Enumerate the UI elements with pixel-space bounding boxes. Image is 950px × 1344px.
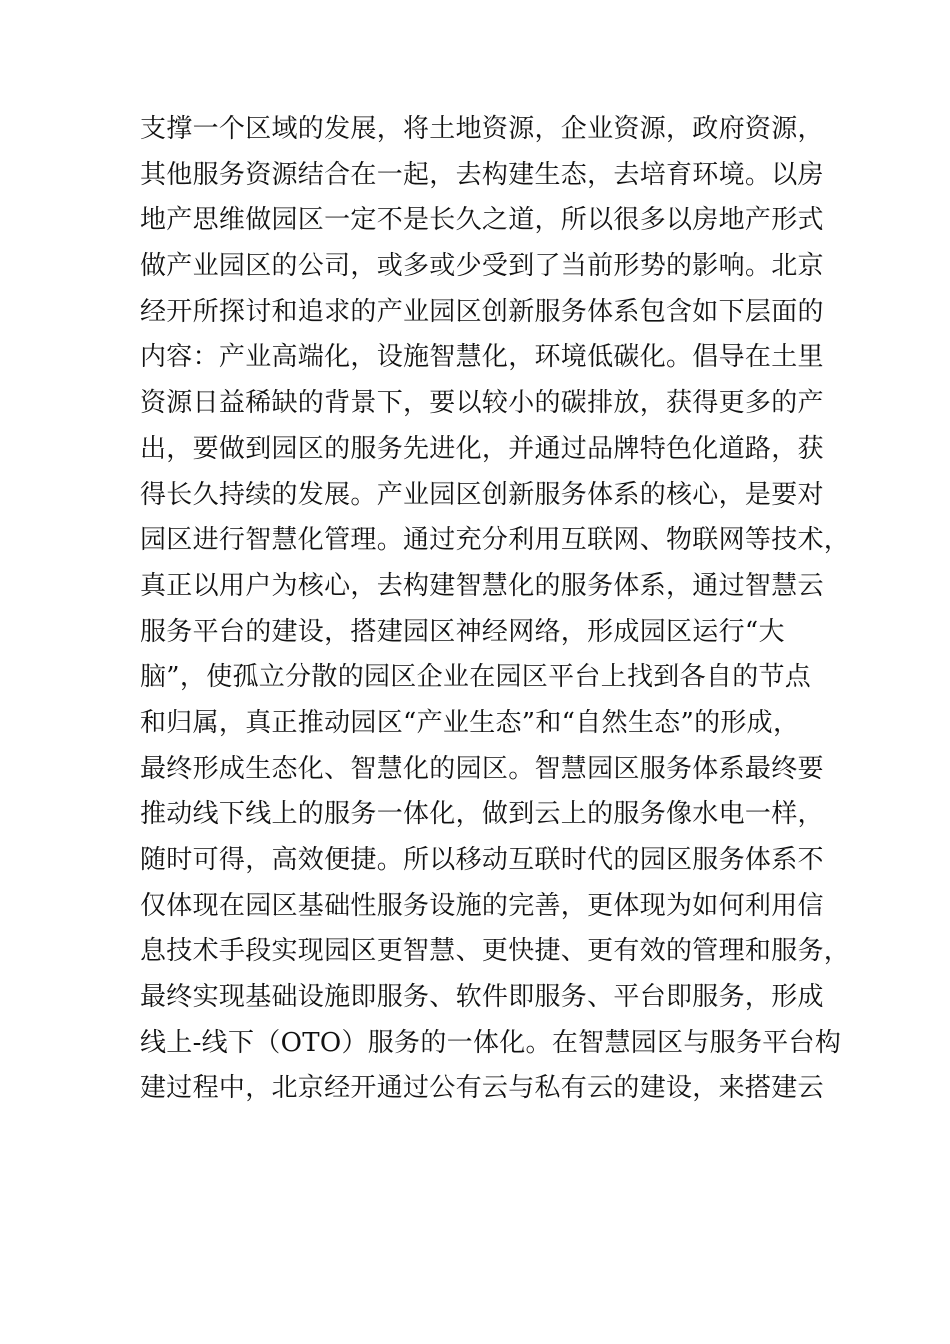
text-line: 服务平台的建设，搭建园区神经网络，形成园区运行“大: [140, 616, 785, 647]
text-line: 出，要做到园区的服务先进化，并通过品牌特色化道路，获: [140, 433, 824, 464]
text-line: 园区进行智慧化管理。通过充分利用互联网、物联网等技术，: [140, 525, 851, 556]
text-line: 真正以用户为核心，去构建智慧化的服务体系，通过智慧云: [140, 570, 824, 601]
text-line: 经开所探讨和追求的产业园区创新服务体系包含如下层面的: [140, 296, 824, 327]
text-line: 线上-线下（OTO）服务的一体化。在智慧园区与服务平台构: [140, 1027, 842, 1058]
text-line: 支撑一个区域的发展，将土地资源，企业资源，政府资源，: [140, 114, 824, 144]
text-line: 最终实现基础设施即服务、软件即服务、平台即服务，形成: [140, 982, 824, 1013]
text-line: 做产业园区的公司，或多或少受到了当前形势的影响。北京: [140, 251, 824, 282]
text-line: 建过程中，北京经开通过公有云与私有云的建设，来搭建云: [140, 1073, 824, 1104]
text-line: 地产思维做园区一定不是长久之道，所以很多以房地产形式: [140, 205, 824, 236]
text-line: 得长久持续的发展。产业园区创新服务体系的核心，是要对: [140, 479, 824, 510]
body-paragraph: [140, 107, 851, 1112]
text-line: 仅体现在园区基础性服务设施的完善，更体现为如何利用信: [140, 890, 824, 921]
text-line: 最终形成生态化、智慧化的园区。智慧园区服务体系最终要: [140, 753, 824, 784]
text-line: 和归属，真正推动园区“产业生态”和“自然生态”的形成，: [140, 707, 800, 738]
text-line: 资源日益稀缺的背景下，要以较小的碳排放，获得更多的产: [140, 388, 824, 419]
text-line: 息技术手段实现园区更智慧、更快捷、更有效的管理和服务，: [140, 936, 851, 967]
text-line: 随时可得，高效便捷。所以移动互联时代的园区服务体系不: [140, 845, 824, 875]
text-line: 内容：产业高端化，设施智慧化，环境低碳化。倡导在土里: [140, 342, 824, 373]
text-line: 推动线下线上的服务一体化，做到云上的服务像水电一样，: [140, 799, 824, 830]
text-line: 其他服务资源结合在一起，去构建生态，去培育环境。以房: [140, 159, 824, 190]
text-line: 脑”，使孤立分散的园区企业在园区平台上找到各自的节点: [140, 662, 812, 693]
